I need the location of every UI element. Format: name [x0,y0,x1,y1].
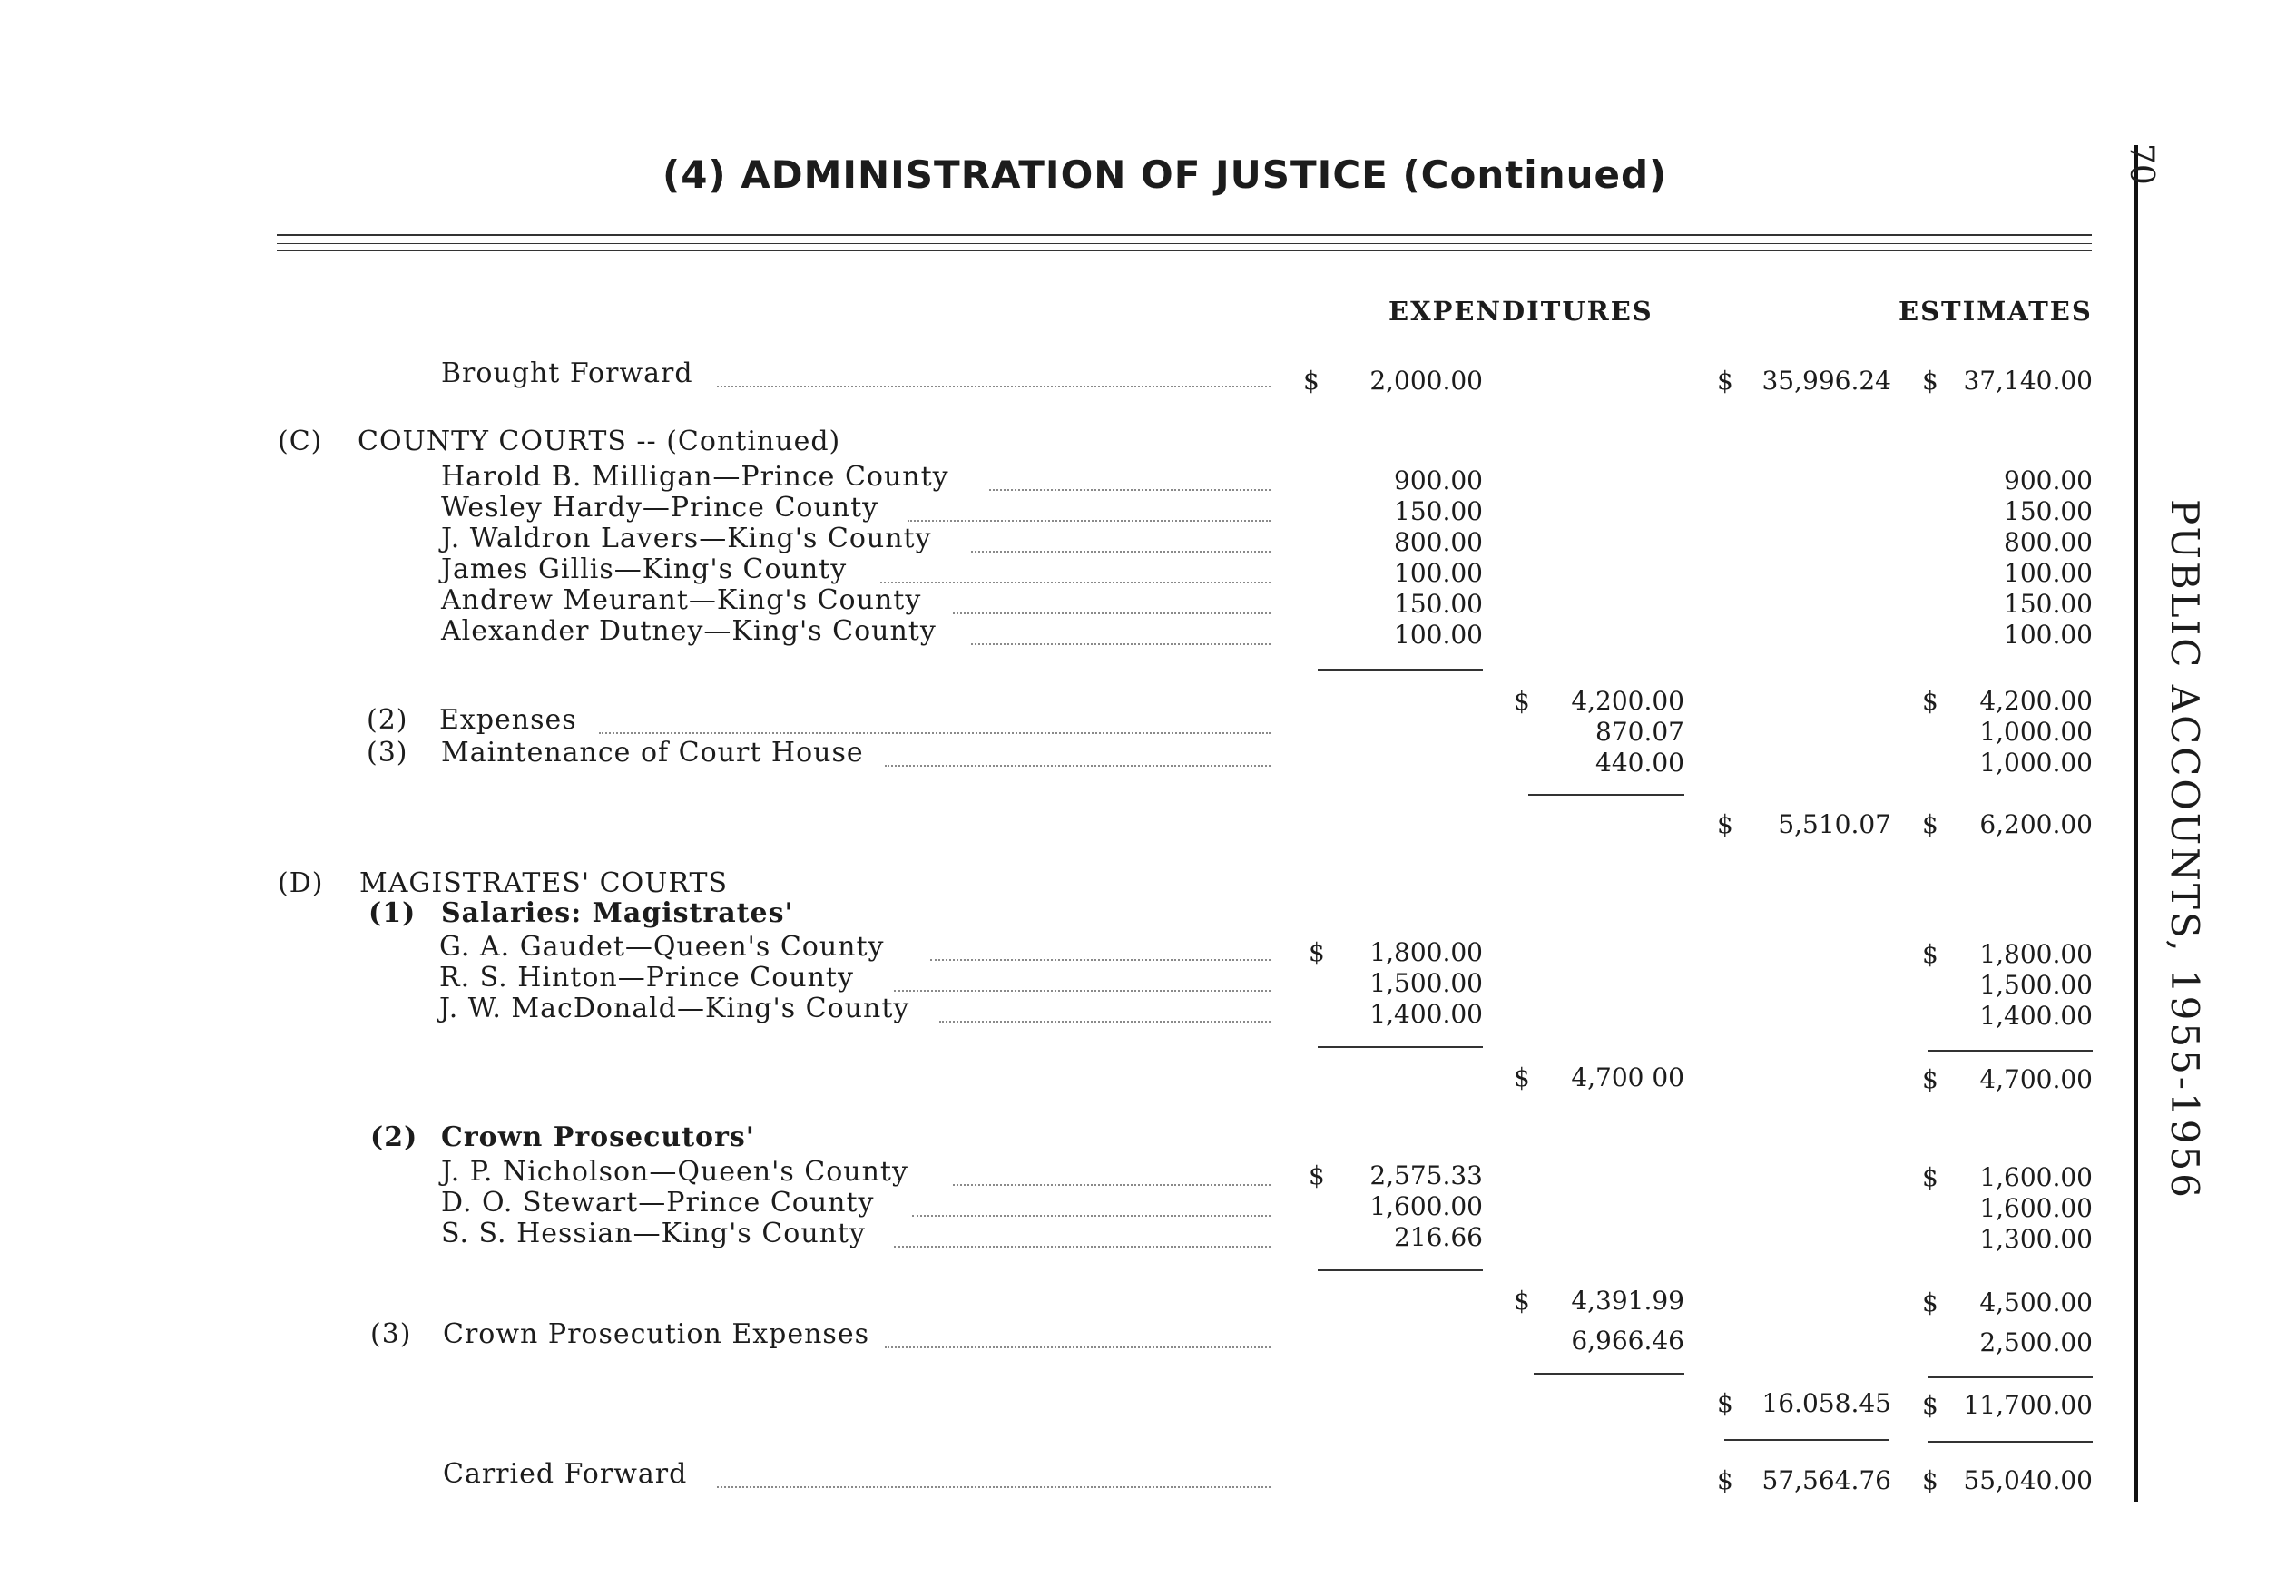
county-court-item-amount: 150.00 [1394,589,1483,619]
county-court-item-estimate: 100.00 [2004,620,2093,650]
leader-dots [930,959,1271,961]
leader-dots [880,582,1271,583]
subtotal-rule [1528,794,1684,796]
magistrate-item-estimate: 1,800.00 [1979,939,2093,969]
county-court-item-label: Andrew Meurant—King's County [441,584,922,616]
subtotal-rule [1318,1046,1483,1048]
magistrates-total: 16.058.45 [1761,1388,1891,1418]
page-title: (4) ADMINISTRATION OF JUSTICE (Continued) [662,152,1668,197]
county-court-item-label: J. Waldron Lavers—King's County [441,523,932,554]
expenses-label: Expenses [439,704,577,736]
dollar-sign: $ [1717,366,1733,396]
side-rule [2134,145,2138,1502]
leader-dots [885,1346,1271,1348]
magistrate-item-label: J. W. MacDonald—King's County [439,993,910,1024]
county-court-item-estimate: 150.00 [2004,589,2093,619]
leader-dots [971,643,1271,645]
leader-dots [971,551,1271,553]
prosecutor-item-label: J. P. Nicholson—Queen's County [441,1156,908,1188]
prosecutors-number: (2) [370,1121,418,1153]
county-court-item-amount: 100.00 [1394,558,1483,588]
header-rule-third [277,250,2092,251]
leader-dots [912,1215,1271,1217]
magistrates-total-estimate: 11,700.00 [1963,1390,2093,1420]
magistrate-item-label: R. S. Hinton—Prince County [439,962,854,994]
dollar-sign: $ [1717,809,1733,839]
dollar-sign: $ [1922,1390,1938,1420]
county-court-item-label: James Gillis—King's County [441,553,848,585]
prosecutors-subtotal-estimate: 4,500.00 [1979,1288,2093,1317]
subtotal-rule [1534,1373,1684,1375]
subtotal-rule [1928,1050,2093,1052]
expenses-amount: 870.07 [1595,717,1684,747]
dollar-sign: $ [1303,366,1320,396]
total-rule [1724,1439,1889,1441]
subtotal-rule [1928,1376,2093,1378]
salaries-subtotal-estimate: 4,700.00 [1979,1064,2093,1094]
county-court-item-amount: 100.00 [1394,620,1483,650]
carried-forward-total: 57,564.76 [1761,1465,1891,1495]
leader-dots [939,1021,1271,1023]
leader-dots [953,1184,1271,1186]
brought-forward-label: Brought Forward [441,357,693,389]
magistrate-item-estimate: 1,400.00 [1979,1001,2093,1031]
prosecutor-item-amount: 1,600.00 [1369,1191,1483,1221]
salaries-number: (1) [368,897,417,929]
dollar-sign: $ [1309,937,1325,967]
leader-dots [953,612,1271,614]
prosecutor-item-estimate: 1,300.00 [1979,1224,2093,1254]
prosecutor-item-estimate: 1,600.00 [1979,1193,2093,1223]
dollar-sign: $ [1922,366,1938,396]
prosecution-expenses-number: (3) [370,1318,412,1350]
county-court-item-amount: 150.00 [1394,496,1483,526]
header-rule-bottom [277,243,2092,244]
dollar-sign: $ [1514,1286,1530,1316]
total-rule [1928,1441,2093,1443]
county-court-item-estimate: 150.00 [2004,496,2093,526]
leader-dots [885,765,1271,767]
dollar-sign: $ [1717,1465,1733,1495]
page-number: 70 [2123,143,2160,185]
leader-dots [989,489,1271,491]
leader-dots [894,990,1271,992]
dollar-sign: $ [1922,1162,1938,1192]
leader-dots [599,732,1271,734]
maintenance-amount: 440.00 [1595,748,1684,778]
expenditures-header: EXPENDITURES [1388,296,1653,327]
subtotal-rule [1318,669,1483,671]
magistrate-item-estimate: 1,500.00 [1979,970,2093,1000]
county-courts-subtotal: 4,200.00 [1571,686,1684,716]
county-courts-total-estimate: 6,200.00 [1979,809,2093,839]
county-court-item-estimate: 800.00 [2004,527,2093,557]
leader-dots [894,1246,1271,1248]
leader-dots [908,520,1271,522]
section-letter-c: (C) [278,426,323,457]
section-letter-d: (D) [278,867,324,899]
dollar-sign: $ [1514,1062,1530,1092]
prosecutor-item-label: D. O. Stewart—Prince County [441,1187,875,1219]
brought-forward-total: 35,996.24 [1761,366,1891,396]
magistrates-title: MAGISTRATES' COURTS [359,867,729,899]
magistrate-item-label: G. A. Gaudet—Queen's County [439,931,885,963]
prosecutors-heading: Crown Prosecutors' [441,1121,755,1153]
county-court-item-amount: 900.00 [1394,465,1483,495]
county-court-item-label: Harold B. Milligan—Prince County [441,461,949,493]
prosecutor-item-label: S. S. Hessian—King's County [441,1218,866,1249]
dollar-sign: $ [1922,939,1938,969]
estimates-header: ESTIMATES [1899,296,2093,327]
brought-forward-items: 2,000.00 [1369,366,1483,396]
county-courts-subtotal-estimate: 4,200.00 [1979,686,2093,716]
salaries-heading: Salaries: Magistrates' [441,897,794,929]
magistrate-item-amount: 1,500.00 [1369,968,1483,998]
prosecution-expenses-label: Crown Prosecution Expenses [443,1318,869,1350]
prosecutor-item-amount: 2,575.33 [1369,1160,1483,1190]
dollar-sign: $ [1922,809,1938,839]
prosecutors-subtotal: 4,391.99 [1571,1286,1684,1316]
dollar-sign: $ [1922,1465,1938,1495]
salaries-subtotal: 4,700 00 [1571,1062,1684,1092]
dollar-sign: $ [1514,686,1530,716]
dollar-sign: $ [1717,1388,1733,1418]
prosecution-expenses-amount: 6,966.46 [1571,1326,1684,1356]
dollar-sign: $ [1922,1064,1938,1094]
subtotal-rule [1318,1269,1483,1271]
leader-dots [717,386,1271,387]
side-title: PUBLIC ACCOUNTS, 1955-1956 [2163,499,2207,1200]
magistrate-item-amount: 1,800.00 [1369,937,1483,967]
carried-forward-label: Carried Forward [443,1458,688,1490]
dollar-sign: $ [1922,1288,1938,1317]
prosecutor-item-amount: 216.66 [1394,1222,1483,1252]
county-courts-total: 5,510.07 [1778,809,1891,839]
dollar-sign: $ [1309,1160,1325,1190]
leader-dots [717,1486,1271,1488]
prosecutor-item-estimate: 1,600.00 [1979,1162,2093,1192]
brought-forward-estimate: 37,140.00 [1963,366,2093,396]
expenses-number: (2) [367,704,408,736]
header-rule-top [277,234,2092,236]
county-courts-title: COUNTY COURTS -- (Continued) [358,426,841,457]
county-court-item-estimate: 100.00 [2004,558,2093,588]
county-court-item-label: Alexander Dutney—King's County [441,615,937,647]
county-court-item-amount: 800.00 [1394,527,1483,557]
expenses-estimate: 1,000.00 [1979,717,2093,747]
magistrate-item-amount: 1,400.00 [1369,999,1483,1029]
county-court-item-label: Wesley Hardy—Prince County [441,492,879,524]
maintenance-label: Maintenance of Court House [441,737,864,769]
carried-forward-estimate: 55,040.00 [1963,1465,2093,1495]
county-court-item-estimate: 900.00 [2004,465,2093,495]
prosecution-expenses-estimate: 2,500.00 [1979,1327,2093,1357]
dollar-sign: $ [1922,686,1938,716]
maintenance-estimate: 1,000.00 [1979,748,2093,778]
maintenance-number: (3) [367,737,408,769]
